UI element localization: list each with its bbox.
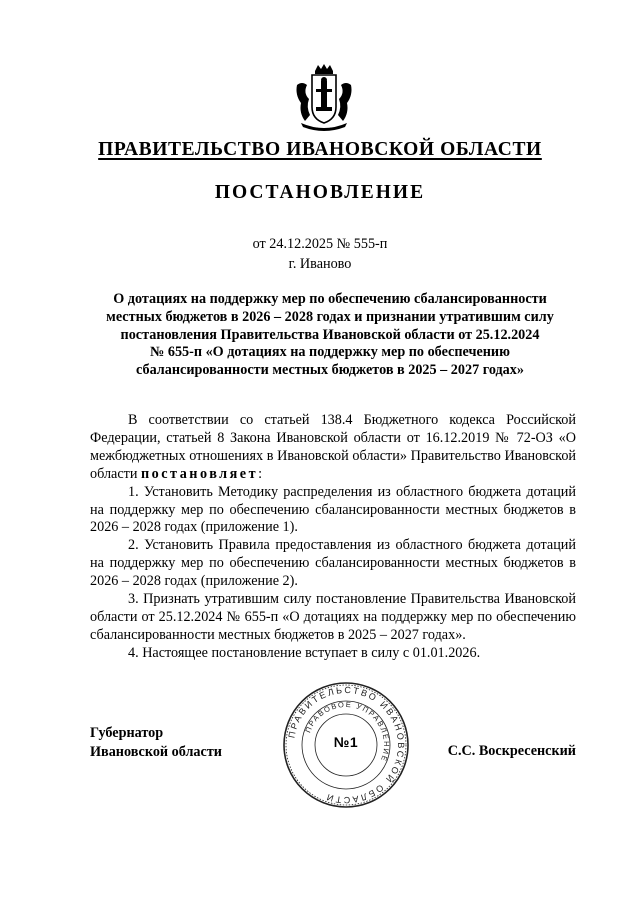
decree-word: постановляет (140, 465, 259, 482)
signatory-position (90, 724, 222, 762)
government-title: ПРАВИТЕЛЬСТВО ИВАНОВСКОЙ ОБЛАСТИ (98, 139, 542, 160)
document-type: ПОСТАНОВЛЕНИЕ (214, 182, 426, 203)
title-line: местных бюджетов в 2026 – 2028 годах и признании утратившим силу (106, 308, 554, 325)
document-body (90, 412, 576, 663)
signatory-name: С.С. Воскресенский (447, 743, 576, 759)
position-line: Ивановской области (90, 744, 222, 760)
decree-item: 4. Настоящее постановление вступает в силу с 01.01.2026. (128, 644, 481, 661)
stamp-inner-text: ПРАВОВОЕ УПРАВЛЕНИЕ (303, 699, 392, 764)
stamp-outer-text: ПРАВИТЕЛЬСТВО ИВАНОВСКОЙ ОБЛАСТИ (286, 684, 407, 806)
decree-item: 2. Установить Правила предоставления из областного бюджета дотаций на поддержку мер по обеспечению сбалансированности местных бюджетов в 2026 – 2028 годах (приложение 2). (90, 537, 576, 590)
stamp-number: №1 (333, 734, 359, 750)
decree-colon: : (258, 465, 263, 482)
preamble-text: В соответствии со статьей 138.4 Бюджетного кодекса Российской Федерации, статьей 8 Закона Ивановской области от 16.12.2019 № 72-ОЗ «О межбюджетных отношениях в Ивановской области» Правительство Ивановской области (90, 412, 576, 482)
date-number: от 24.12.2025 № 555-п (252, 236, 388, 252)
city: г. Иваново (288, 256, 352, 272)
title-line: О дотациях на поддержку мер по обеспечению сбалансированности (113, 291, 547, 307)
decree-item: 1. Установить Методику распределения из областного бюджета дотаций на поддержку мер по обеспечению сбалансированности местных бюджетов в 2026 – 2028 годах (приложение 1). (90, 483, 576, 536)
title-line: постановления Правительства Ивановской области от 25.12.2024 (120, 326, 540, 343)
preamble-paragraph (90, 412, 576, 484)
position-line: Губернатор (90, 725, 164, 741)
decree-item: 3. Признать утратившим силу постановление Правительства Ивановской области от 25.12.2024 № 655-п «О дотациях на поддержку мер по обеспечению сбалансированности местных бюджетов в 2025 – 2027 годах». (90, 591, 576, 643)
title-line: № 655-п «О дотациях на поддержку мер по обеспечению (150, 344, 510, 361)
title-line: сбалансированности местных бюджетов в 2025 – 2027 годах» (136, 362, 524, 379)
document-title (90, 291, 570, 380)
coat-of-arms-icon (293, 63, 355, 133)
